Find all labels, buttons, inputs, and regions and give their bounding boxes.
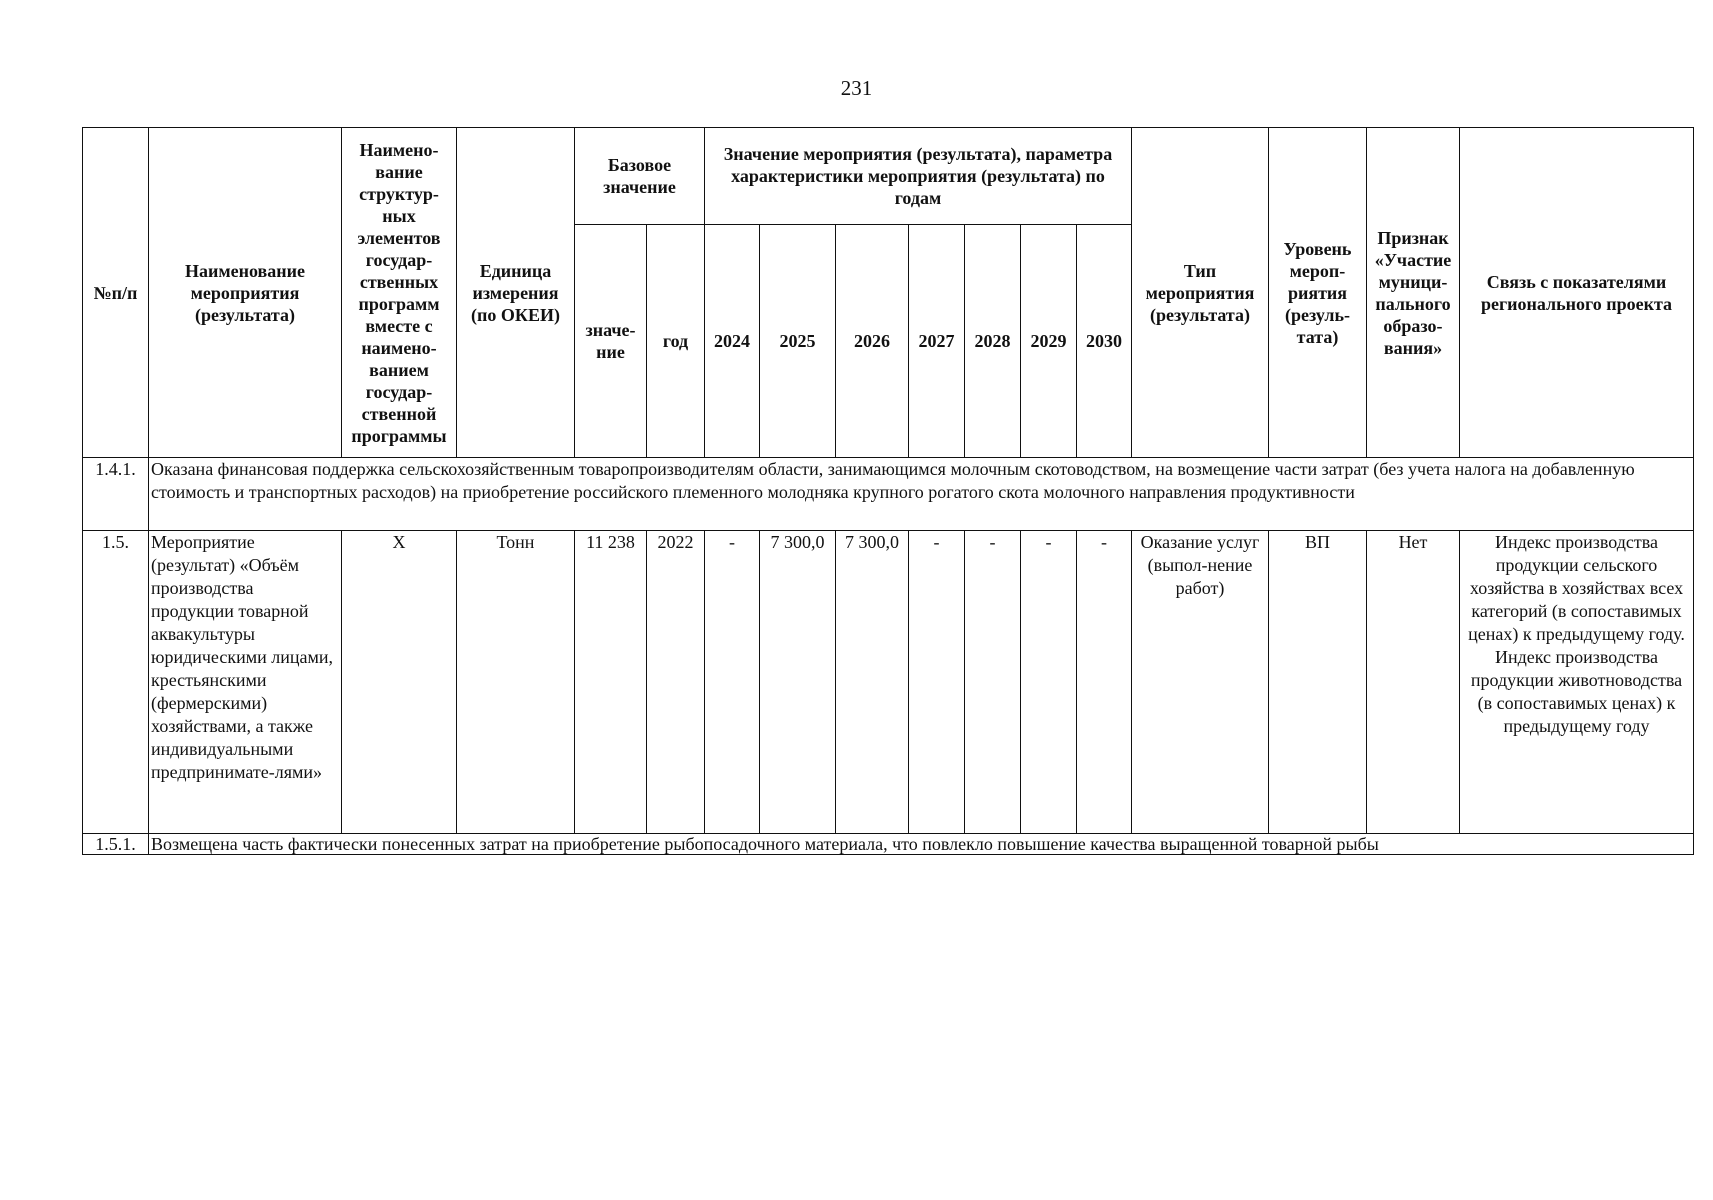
header-year-2024: 2024: [705, 225, 760, 458]
value-2027-cell: -: [909, 531, 965, 834]
value-2024-cell: -: [705, 531, 760, 834]
header-values-group: Значение мероприятия (результата), параметра характеристики мероприятия (результата) по годам: [705, 128, 1132, 225]
header-num: №п/п: [83, 128, 149, 458]
row-num: 1.4.1.: [83, 458, 149, 531]
header-level: Уровень мероп-риятия (резуль-тата): [1269, 128, 1367, 458]
base-value-cell: 11 238: [575, 531, 647, 834]
value-2028-cell: -: [965, 531, 1021, 834]
header-year-2027: 2027: [909, 225, 965, 458]
header-struct: Наимено-вание структур-ных элементов государ-ственных программ вместе с наимено-ванием государ-ственной программы: [342, 128, 457, 458]
sign-cell: Нет: [1367, 531, 1460, 834]
table-row-1-5-1: [83, 834, 1694, 855]
unit-cell: Тонн: [457, 531, 575, 834]
level-cell: ВП: [1269, 531, 1367, 834]
struct-cell: Х: [342, 531, 457, 834]
table-row-1-5: [83, 531, 1694, 834]
header-base-year: год: [647, 225, 705, 458]
page-number: 231: [840, 76, 873, 100]
section-text: Оказана финансовая поддержка сельскохозяйственным товаропроизводителям области, занимающимся молочным скотоводством, на возмещение части затрат (без учета налога на добавленную стоимость и транспортных расходов) на приобретение российского племенного молодняка крупного рогатого скота молочного направления продуктивности: [149, 458, 1694, 531]
value-2026-cell: 7 300,0: [836, 531, 909, 834]
header-type: Тип мероприятия (результата): [1132, 128, 1269, 458]
header-base: Базовое значение: [575, 128, 705, 225]
row-num: 1.5.: [83, 531, 149, 834]
row-num: 1.5.1.: [83, 834, 149, 855]
header-year-2028: 2028: [965, 225, 1021, 458]
header-year-2030: 2030: [1077, 225, 1132, 458]
value-2029-cell: -: [1021, 531, 1077, 834]
measure-name: Мероприятие (результат) «Объём производства продукции товарной аквакультуры юридическими лицами, крестьянскими (фермерскими) хозяйствами, а также индивидуальными предпринимате-лями»: [149, 531, 342, 834]
value-2025-cell: 7 300,0: [760, 531, 836, 834]
header-sign: Признак «Участие муници-пального образо-вания»: [1367, 128, 1460, 458]
header-unit: Единица измерения (по ОКЕИ): [457, 128, 575, 458]
table-row-1-4-1: [83, 458, 1694, 531]
header-year-2029: 2029: [1021, 225, 1077, 458]
value-2030-cell: -: [1077, 531, 1132, 834]
header-base-value: значе-ние: [575, 225, 647, 458]
header-year-2026: 2026: [836, 225, 909, 458]
link-cell: Индекс производства продукции сельского хозяйства в хозяйствах всех категорий (в сопоставимых ценах) к предыдущему году. Индекс производства продукции животноводства (в сопоставимых ценах) к предыдущему году: [1460, 531, 1694, 834]
section-text: Возмещена часть фактически понесенных затрат на приобретение рыбопосадочного материала, что повлекло повышение качества выращенной товарной рыбы: [149, 834, 1694, 855]
header-year-2025: 2025: [760, 225, 836, 458]
base-year-cell: 2022: [647, 531, 705, 834]
type-cell: Оказание услуг (выпол-нение работ): [1132, 531, 1269, 834]
measures-table: [82, 127, 1694, 855]
header-link: Связь с показателями регионального проекта: [1460, 128, 1694, 458]
header-name: Наименование мероприятия (результата): [149, 128, 342, 458]
